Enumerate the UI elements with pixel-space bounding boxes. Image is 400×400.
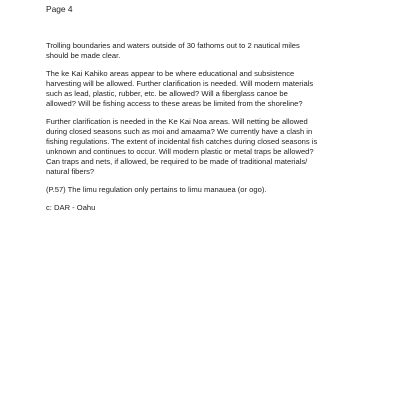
paragraph-line: such as lead, plastic, rubber, etc. be allowed? Will a fiberglass canoe be (46, 89, 288, 98)
paragraph-line: Further clarification is needed in the Ke Kai Noa areas. Will netting be allowed (46, 117, 308, 126)
paragraph-line: allowed? Will be fishing access to these areas be limited from the shoreline? (46, 99, 303, 108)
paragraph-line: natural fibers? (46, 167, 95, 176)
page-number: Page 4 (46, 4, 73, 14)
paragraph-line: The ke Kai Kahiko areas appear to be where educational and subsistence (46, 69, 295, 78)
copy-recipient-line: c: DAR - Oahu (46, 203, 96, 212)
paragraph-line: during closed seasons such as moi and amaama? We currently have a clash in (46, 127, 313, 136)
paragraph-line: fishing regulations. The extent of incidental fish catches during closed seasons is (46, 137, 318, 146)
paragraph-line: harvesting will be allowed. Further clarification is needed. Will modern materials (46, 79, 314, 88)
paragraph-line: Can traps and nets, if allowed, be required to be made of traditional materials/ (46, 157, 308, 166)
paragraph-line: (P.57) The limu regulation only pertains to limu manauea (or ogo). (46, 185, 267, 194)
paragraph-line: should be made clear. (46, 51, 121, 60)
paragraph-line: Trolling boundaries and waters outside of 30 fathoms out to 2 nautical miles (46, 41, 300, 50)
paragraph-line: unknown and continues to occur. Will modern plastic or metal traps be allowed? (46, 147, 314, 156)
